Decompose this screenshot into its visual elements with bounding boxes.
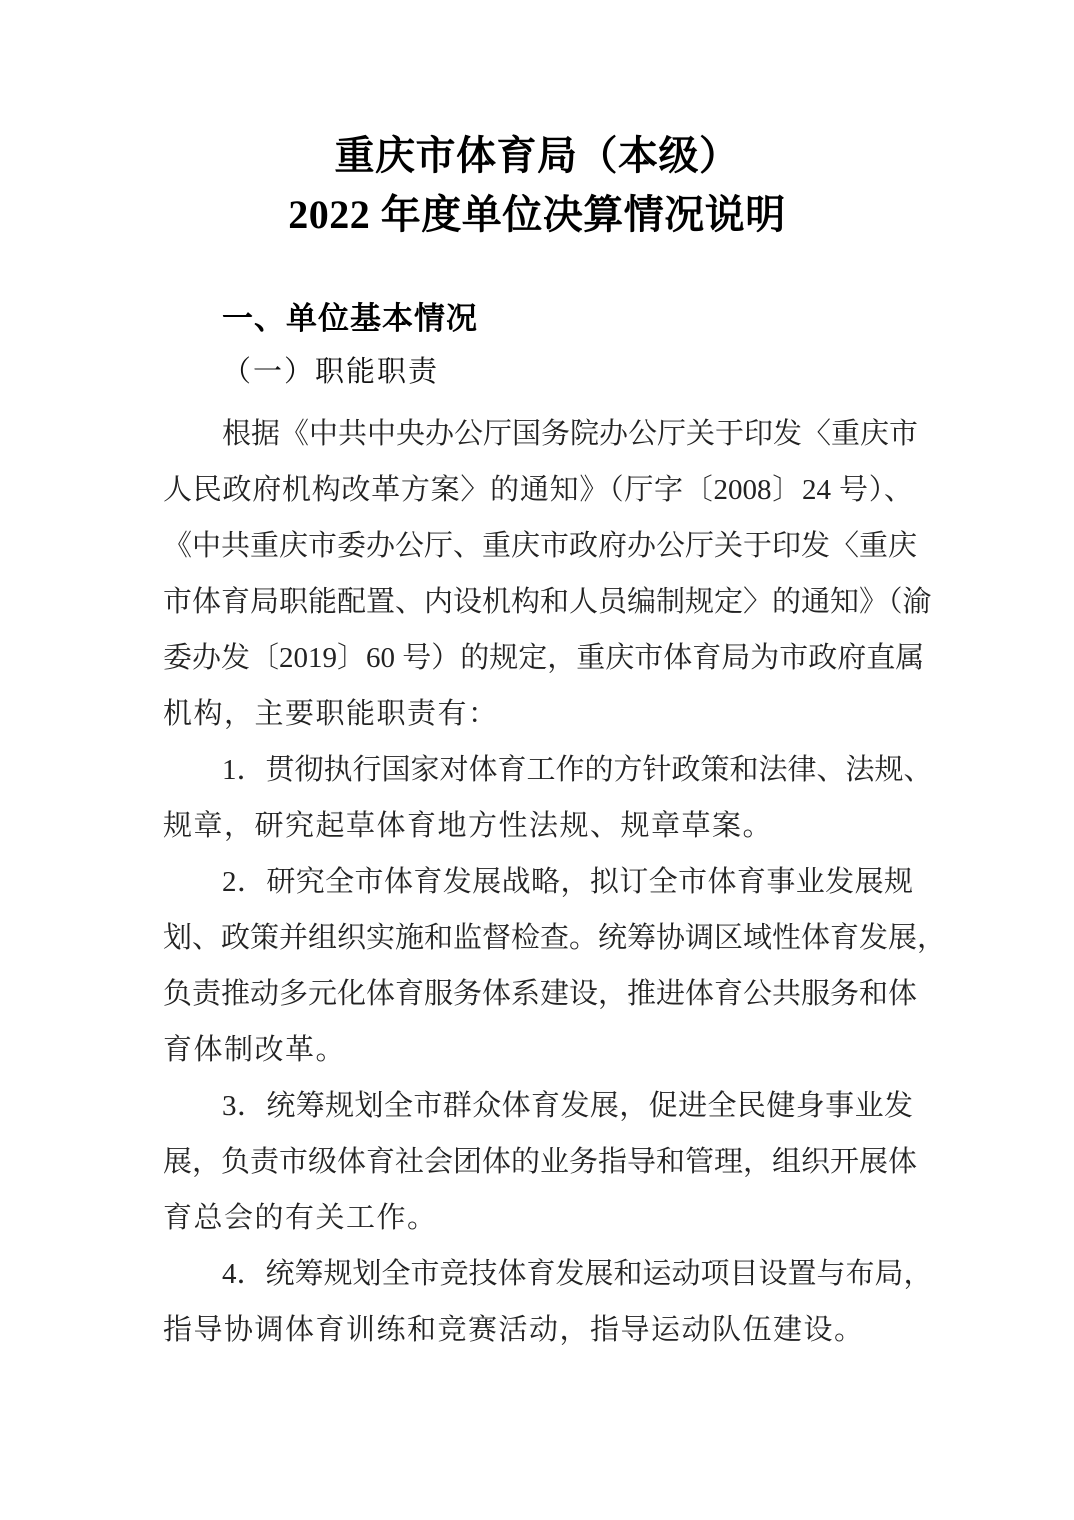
body-text-line: 指导协调体育训练和竞赛活动，指导运动队伍建设。 [163, 1314, 865, 1346]
body-text-line: 3．统筹规划全市群众体育发展，促进全民健身事业发 [222, 1090, 913, 1122]
document-title-line-1: 重庆市体育局（本级） [334, 133, 740, 178]
body-text-line: 《中共重庆市委办公厅、重庆市政府办公厅关于印发〈重庆 [163, 530, 918, 562]
body-text-line: 人民政府机构改革方案〉的通知》（厅字〔2008〕24 号）、 [163, 474, 913, 506]
body-text-line: 4．统筹规划全市竞技体育发展和运动项目设置与布局， [222, 1258, 933, 1290]
subsection-heading: （一）职能职责 [222, 356, 440, 388]
body-text-line: 市体育局职能配置、内设机构和人员编制规定〉的通知》（渝 [163, 586, 932, 618]
body-text-line: 根据《中共中央办公厅国务院办公厅关于印发〈重庆市 [222, 418, 919, 450]
body-text-line: 1．贯彻执行国家对体育工作的方针政策和法律、法规、 [222, 754, 933, 786]
body-text-line: 展，负责市级体育社会团体的业务指导和管理，组织开展体 [163, 1146, 918, 1178]
body-text-line: 委办发〔2019〕60 号）的规定，重庆市体育局为市政府直属 [163, 642, 925, 674]
body-text [163, 406, 947, 1358]
body-text-line: 划、政策并组织实施和监督检查。统筹协调区域性体育发展， [163, 922, 947, 954]
document-title [0, 126, 1074, 244]
body-text-line: 规章，研究起草体育地方性法规、规章草案。 [163, 810, 774, 842]
body-text-line: 育总会的有关工作。 [163, 1202, 438, 1234]
body-text-line: 机构，主要职能职责有： [163, 698, 499, 730]
section-heading: 一、单位基本情况 [222, 301, 478, 336]
body-text-line: 2．研究全市体育发展战略，拟订全市体育事业发展规 [222, 866, 913, 898]
body-text-line: 负责推动多元化体育服务体系建设，推进体育公共服务和体 [163, 978, 918, 1010]
body-text-line: 育体制改革。 [163, 1034, 347, 1066]
document-title-line-2: 2022 年度单位决算情况说明 [288, 192, 786, 237]
